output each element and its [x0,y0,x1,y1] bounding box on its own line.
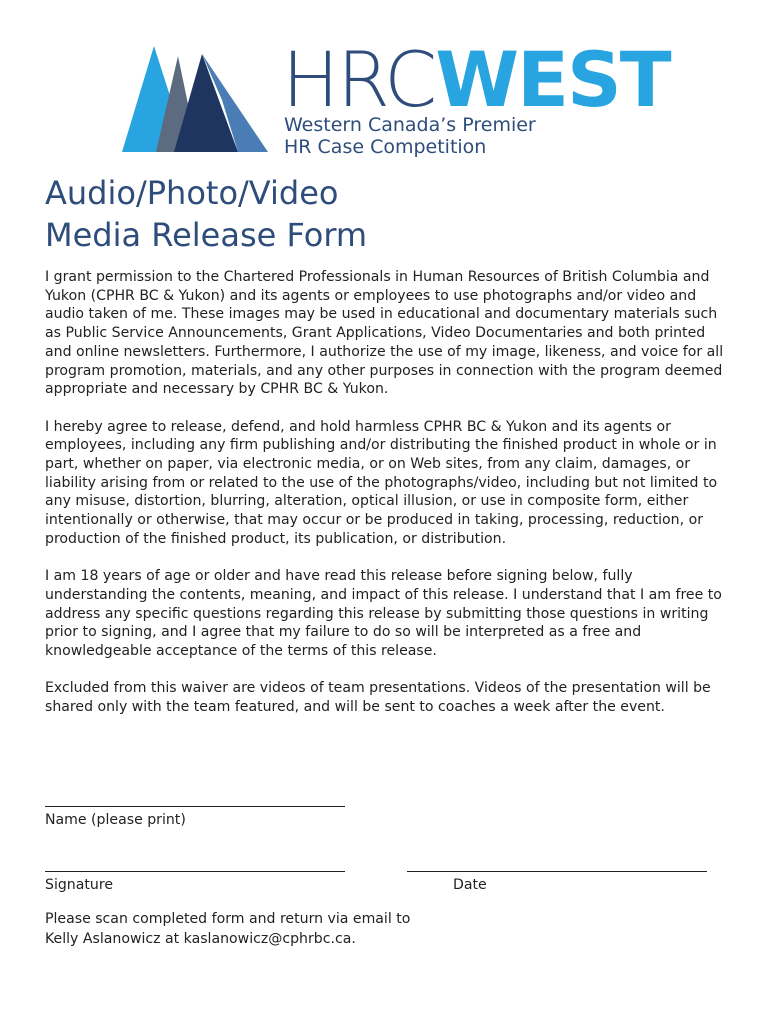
release-body [45,268,725,736]
header [118,35,670,170]
return-instructions [45,910,410,949]
brand-wordmark [282,35,670,124]
tagline-line-2: HR Case Competition [284,136,487,158]
brand-hrc-text: HRC [282,35,436,124]
tagline-line-1: Western Canada’s Premier [284,114,536,136]
paragraph-age-acknowledgement: I am 18 years of age or older and have read this release before signing below, fully understanding the contents, meaning, and impact of this release. I understand that I am free to address any specific questions regarding this release by submitting those questions in writing prior to signing, and I agree that my failure to do so will be interpreted as a free and knowledgeable acceptance of the terms of this release. [45,568,722,660]
signature-field[interactable] [45,871,345,894]
return-instructions-line-2: Kelly Aslanowicz at kaslanowicz@cphrbc.ca. [45,930,356,947]
signature-label: Signature [45,877,113,893]
form-title [45,172,367,256]
paragraph-release: I hereby agree to release, defend, and hold harmless CPHR BC & Yukon and its agents or employees, including any firm publishing and/or distributing the finished product in whole or in part, whether on paper, via electronic media, or on Web sites, from any claim, damages, or liability arising from or related to the use of the photographs/video, including but not limited to any misuse, distortion, blurring, alteration, optical illusion, or use in composite form, either intentionally or otherwise, that may occur or be produced in taking, processing, reduction, or production of the finished product, its publication, or distribution. [45,418,718,547]
date-field[interactable] [407,871,707,894]
return-instructions-line-1: Please scan completed form and return via email to [45,911,411,927]
mountain-logo-icon [118,40,278,160]
form-title-line-2: Media Release Form [45,216,368,254]
paragraph-permission: I grant permission to the Chartered Professionals in Human Resources of British Columbia and Yukon (CPHR BC & Yukon) and its agents or employees to use photographs and/or video and audio taken of me. These images may be used in educational and documentary materials such as Public Service Announcements, Grant Applications, Video Documentaries and both printed and online newsletters. Furthermore, I authorize the use of my image, likeness, and voice for all program promotion, materials, and any other purposes in connection with the program deemed appropriate and necessary by CPHR BC & Yukon. [45,269,724,398]
brand-tagline [284,114,536,158]
date-line[interactable] [407,871,707,872]
paragraph-exclusion: Excluded from this waiver are videos of team presentations. Videos of the presentation will be shared only with the team featured, and will be sent to coaches a week after the event. [45,680,711,716]
signature-line[interactable] [45,871,345,872]
date-label: Date [453,877,487,893]
name-label: Name (please print) [45,812,186,828]
name-field[interactable] [45,806,345,829]
brand-west-text: WEST [435,35,670,124]
form-title-line-1: Audio/Photo/Video [45,174,339,212]
name-line[interactable] [45,806,345,807]
